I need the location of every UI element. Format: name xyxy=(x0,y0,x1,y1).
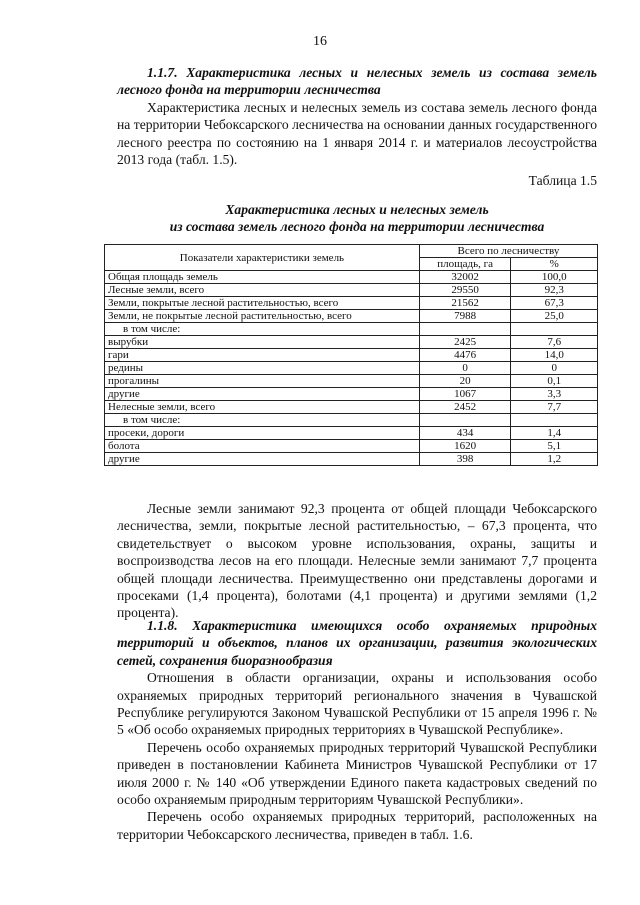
row-label: просеки, дороги xyxy=(105,427,420,440)
table-row xyxy=(105,323,598,336)
table-row xyxy=(105,310,598,323)
row-label: прогалины xyxy=(105,375,420,388)
table-row xyxy=(105,414,598,427)
row-percent: 0,1 xyxy=(511,375,598,388)
row-label: Лесные земли, всего xyxy=(105,284,420,297)
table-header-percent: % xyxy=(511,258,598,271)
row-label: Земли, покрытые лесной растительностью, всего xyxy=(105,297,420,310)
table-row xyxy=(105,453,598,466)
section-paragraph: Перечень особо охраняемых природных территорий Чувашской Республики приведен в постановлении Кабинета Министров Чувашской Республики от 17 июля 2000 г. № 140 «Об утверждении Единого пакета кадастровых сведений по особо охраняемым природным территориям Чувашской Республики». xyxy=(117,739,597,808)
row-area: 2452 xyxy=(419,401,511,414)
row-label: Общая площадь земель xyxy=(105,271,420,284)
table-row xyxy=(105,362,598,375)
table-commentary-paragraph: Лесные земли занимают 92,3 процента от общей площади Чебоксарского лесничества, земли, покрытые лесной растительностью, – 67,3 процента, что свидетельствует о высоком уровне использования, охраны, защиты и воспроизводства лесов на его площади. Нелесные земли занимают 7,7 процента общей площади лесничества. Преимущественно они представлены дорогами и просеками (1,4 процента), болотами (4,1 процента) и другими землями (1,2 процента). xyxy=(117,501,597,621)
row-label: в том числе: xyxy=(105,414,420,427)
table-row xyxy=(105,375,598,388)
table-header-area: площадь, га xyxy=(419,258,511,271)
table-header-indicator: Показатели характеристики земель xyxy=(105,245,420,271)
row-percent: 3,3 xyxy=(511,388,598,401)
table-title-line: Характеристика лесных и нелесных земель xyxy=(225,202,489,217)
row-percent: 7,7 xyxy=(511,401,598,414)
row-label: болота xyxy=(105,440,420,453)
row-percent: 100,0 xyxy=(511,271,598,284)
row-area: 434 xyxy=(419,427,511,440)
row-area: 2425 xyxy=(419,336,511,349)
section-paragraph: Перечень особо охраняемых природных территорий, расположенных на территории Чебоксарского лесничества, приведен в табл. 1.6. xyxy=(117,809,597,842)
row-percent: 25,0 xyxy=(511,310,598,323)
row-area: 4476 xyxy=(419,349,511,362)
section-heading: 1.1.8. Характеристика имеющихся особо охраняемых природных территорий и объектов, планов их организации, развития экологических сетей, сохранения биоразнообразия xyxy=(117,618,597,668)
row-percent: 1,4 xyxy=(511,427,598,440)
row-area xyxy=(419,323,511,336)
row-percent: 5,1 xyxy=(511,440,598,453)
row-label: Земли, не покрытые лесной растительностью, всего xyxy=(105,310,420,323)
section-1-1-8 xyxy=(117,617,597,843)
table-label: Таблица 1.5 xyxy=(528,173,597,188)
section-1-1-7 xyxy=(117,64,597,168)
row-label: в том числе: xyxy=(105,323,420,336)
row-label: вырубки xyxy=(105,336,420,349)
row-percent: 92,3 xyxy=(511,284,598,297)
row-area: 7988 xyxy=(419,310,511,323)
table-row xyxy=(105,297,598,310)
row-percent xyxy=(511,323,598,336)
row-area: 1067 xyxy=(419,388,511,401)
table-header-total: Всего по лесничеству xyxy=(419,245,597,258)
row-percent xyxy=(511,414,598,427)
row-percent: 1,2 xyxy=(511,453,598,466)
row-label: другие xyxy=(105,453,420,466)
row-area: 32002 xyxy=(419,271,511,284)
row-percent: 7,6 xyxy=(511,336,598,349)
row-label: редины xyxy=(105,362,420,375)
row-label: гари xyxy=(105,349,420,362)
row-area: 21562 xyxy=(419,297,511,310)
row-area: 1620 xyxy=(419,440,511,453)
table-row xyxy=(105,401,598,414)
section-paragraph: Отношения в области организации, охраны и использования особо охраняемых природных территорий регионального значения в Чувашской Республике регулируются Законом Чувашской Республики от 15 апреля 1996 г. № 5 «Об особо охраняемых природных территориях в Чувашской Республике». xyxy=(117,670,597,738)
table-row xyxy=(105,388,598,401)
land-characteristics-table xyxy=(104,244,598,466)
table-title xyxy=(117,201,597,236)
row-percent: 67,3 xyxy=(511,297,598,310)
row-area: 398 xyxy=(419,453,511,466)
table-row xyxy=(105,271,598,284)
table-header-row xyxy=(105,245,598,258)
row-percent: 0 xyxy=(511,362,598,375)
table-row xyxy=(105,349,598,362)
table-row xyxy=(105,427,598,440)
page-number: 16 xyxy=(313,34,327,49)
table-row xyxy=(105,440,598,453)
table-title-line: из состава земель лесного фонда на территории лесничества xyxy=(169,219,545,235)
row-label: другие xyxy=(105,388,420,401)
row-percent: 14,0 xyxy=(511,349,598,362)
table-row xyxy=(105,336,598,349)
row-area xyxy=(419,414,511,427)
section-heading: 1.1.7. Характеристика лесных и нелесных земель из состава земель лесного фонда на территории лесничества xyxy=(117,65,597,98)
row-area: 20 xyxy=(419,375,511,388)
row-area: 0 xyxy=(419,362,511,375)
table-row xyxy=(105,284,598,297)
section-paragraph: Характеристика лесных и нелесных земель из состава земель лесного фонда на территории Чебоксарского лесничества на основании данных государственного лесного реестра по состоянию на 1 января 2014 г. и материалов лесоустройства 2013 года (табл. 1.5). xyxy=(117,99,597,168)
row-label: Нелесные земли, всего xyxy=(105,401,420,414)
row-area: 29550 xyxy=(419,284,511,297)
